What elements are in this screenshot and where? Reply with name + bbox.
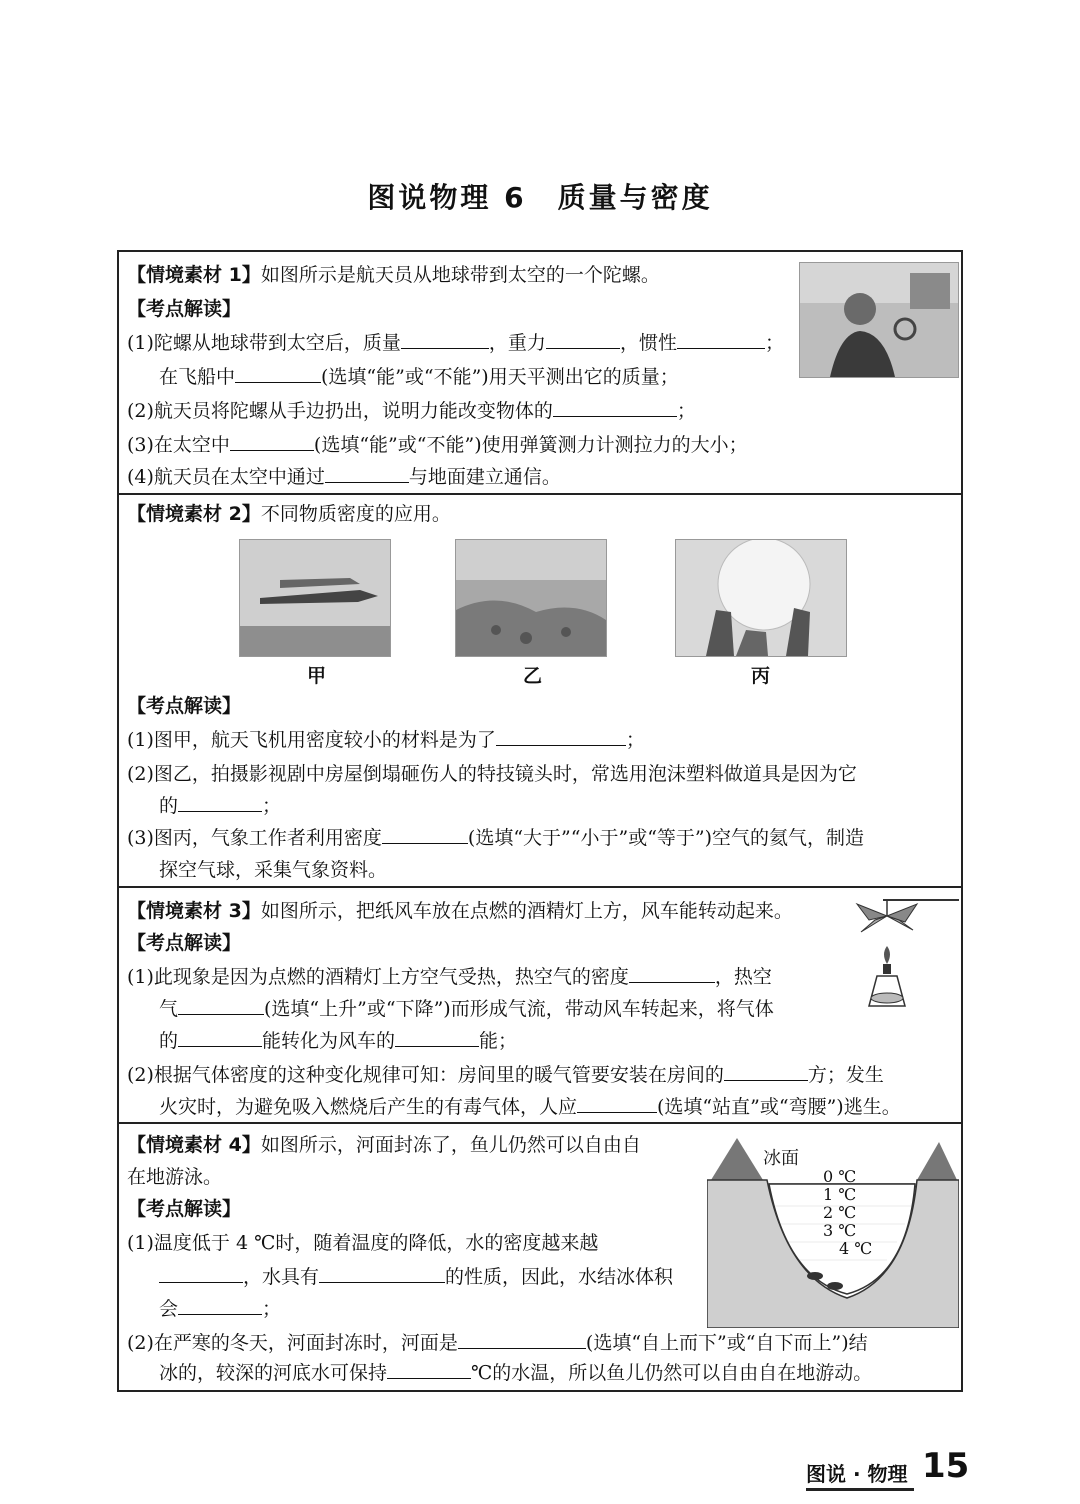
temp-label: 2 ℃	[823, 1203, 857, 1222]
answer-blank[interactable]	[496, 727, 626, 746]
section-4-header: 【情境素材 4】	[127, 1134, 261, 1156]
q-text: (选填“站直”或“弯腰”)逃生。	[657, 1096, 901, 1118]
q-text: (1)陀螺从地球带到太空后，质量	[127, 332, 401, 354]
kd-heading: 【考点解读】	[127, 298, 242, 320]
q-text: 与地面建立通信。	[408, 466, 561, 488]
kd-heading: 【考点解读】	[127, 932, 242, 954]
kd-heading: 【考点解读】	[127, 1198, 242, 1220]
answer-blank[interactable]	[387, 1360, 471, 1379]
q-text: 会	[159, 1298, 179, 1320]
answer-blank[interactable]	[382, 825, 468, 844]
answer-blank[interactable]	[395, 1028, 479, 1047]
temperature-labels	[823, 1168, 872, 1258]
q-text: 气	[159, 998, 179, 1020]
answer-blank[interactable]	[178, 793, 262, 812]
q-text: (2)根据气体密度的这种变化规律可知：房间里的暖气管要安装在房间的	[127, 1064, 724, 1086]
q-text: ；	[764, 332, 784, 354]
q-text: (3)在太空中	[127, 434, 230, 456]
q-text: (1)温度低于 4 ℃时，随着温度的降低，水的密度越来越	[127, 1232, 599, 1254]
answer-blank[interactable]	[159, 1264, 243, 1283]
section-2	[119, 495, 961, 888]
page-number: 15	[922, 1446, 970, 1486]
temp-label: 0 ℃	[823, 1167, 857, 1186]
answer-blank[interactable]	[178, 996, 264, 1015]
temp-label: 1 ℃	[823, 1185, 857, 1204]
answer-blank[interactable]	[629, 964, 715, 983]
balloon-photo	[675, 539, 847, 657]
q-text: (2)航天员将陀螺从手边扔出，说明力能改变物体的	[127, 400, 553, 422]
q-text: (选填“自上而下”或“自下而上”)结	[585, 1332, 868, 1354]
answer-blank[interactable]	[553, 398, 677, 417]
section-4	[119, 1124, 961, 1390]
space-shuttle-photo	[239, 539, 391, 657]
answer-blank[interactable]	[577, 1094, 657, 1113]
q-text: (2)图乙，拍摄影视剧中房屋倒塌砸伤人的特技镜头时，常选用泡沫塑料做道具是因为它	[127, 763, 857, 785]
section-1-intro: 如图所示是航天员从地球带到太空的一个陀螺。	[260, 264, 660, 286]
section-4-intro: 如图所示，河面封冻了，鱼儿仍然可以自由自	[260, 1134, 641, 1156]
answer-blank[interactable]	[546, 330, 620, 349]
astronaut-photo	[799, 262, 959, 378]
q-text: (4)航天员在太空中通过	[127, 466, 325, 488]
q-text: 能转化为风车的	[262, 1030, 396, 1052]
answer-blank[interactable]	[230, 432, 314, 451]
answer-blank[interactable]	[319, 1264, 445, 1283]
q-text: 在飞船中	[159, 366, 236, 388]
q-text: 的	[159, 1030, 179, 1052]
q-text: ，水具有	[243, 1266, 320, 1288]
content-frame	[117, 250, 963, 1392]
temp-label: 4 ℃	[839, 1239, 873, 1258]
section-1-header: 【情境素材 1】	[127, 264, 261, 286]
q-text: ；	[676, 400, 696, 422]
section-4-intro-cont: 在地游泳。	[127, 1166, 223, 1188]
answer-blank[interactable]	[401, 330, 489, 349]
q-text: (3)图丙，气象工作者利用密度	[127, 827, 382, 849]
q-text: ；	[262, 795, 282, 817]
footer-rule	[806, 1488, 914, 1491]
temp-label: 3 ℃	[823, 1221, 857, 1240]
q-text: 火灾时，为避免吸入燃烧后产生的有毒气体，人应	[159, 1096, 578, 1118]
q-text: ，热空	[714, 966, 772, 988]
section-3-header: 【情境素材 3】	[127, 900, 261, 922]
q-text: (选填“能”或“不能”)使用弹簧测力计测拉力的大小；	[313, 434, 748, 456]
q-text: ；	[262, 1298, 282, 1320]
answer-blank[interactable]	[178, 1296, 262, 1315]
q-text: 的性质，因此，水结冰体积	[445, 1266, 674, 1288]
collapsed-house-photo	[455, 539, 607, 657]
q-text: (选填“大于”“小于”或“等于”)空气的氦气，制造	[467, 827, 865, 849]
q-text: ，重力	[488, 332, 546, 354]
section-3	[119, 888, 961, 1124]
caption-yi: 乙	[523, 665, 543, 687]
q-text: (选填“能”或“不能”)用天平测出它的质量；	[321, 366, 679, 388]
q-text: 方；发生	[807, 1064, 884, 1086]
answer-blank[interactable]	[325, 464, 409, 483]
q-text: 探空气球，采集气象资料。	[159, 859, 388, 881]
caption-jia: 甲	[307, 665, 327, 687]
q-text: (选填“上升”或“下降”)而形成气流，带动风车转起来，将气体	[264, 998, 774, 1020]
q-text: (1)此现象是因为点燃的酒精灯上方空气受热，热空气的密度	[127, 966, 629, 988]
q-text: (2)在严寒的冬天，河面封冻时，河面是	[127, 1332, 458, 1354]
q-text: ；	[625, 729, 645, 751]
q-text: ℃的水温，所以鱼儿仍然可以自由自在地游动。	[471, 1362, 873, 1384]
q-text: ，惯性	[619, 332, 677, 354]
section-2-intro: 不同物质密度的应用。	[260, 503, 451, 525]
page-title: 图说物理 6 质量与密度	[367, 181, 713, 214]
q-text: (1)图甲，航天飞机用密度较小的材料是为了	[127, 729, 496, 751]
answer-blank[interactable]	[235, 364, 321, 383]
section-3-intro: 如图所示，把纸风车放在点燃的酒精灯上方，风车能转动起来。	[260, 900, 793, 922]
river-diagram	[707, 1128, 959, 1328]
q-text: 能；	[479, 1030, 518, 1052]
q-text: 冰的，较深的河底水可保持	[159, 1362, 388, 1384]
answer-blank[interactable]	[677, 330, 765, 349]
section-1	[119, 252, 961, 495]
pinwheel-lamp-figure	[847, 894, 959, 1008]
ice-surface-label: 冰面	[763, 1148, 799, 1169]
q-text: 的	[159, 795, 179, 817]
section-2-header: 【情境素材 2】	[127, 503, 261, 525]
answer-blank[interactable]	[458, 1330, 586, 1349]
footer-label: 图说 · 物理	[806, 1462, 908, 1486]
answer-blank[interactable]	[178, 1028, 262, 1047]
answer-blank[interactable]	[724, 1062, 808, 1081]
kd-heading: 【考点解读】	[127, 695, 242, 717]
caption-bing: 丙	[751, 665, 771, 687]
